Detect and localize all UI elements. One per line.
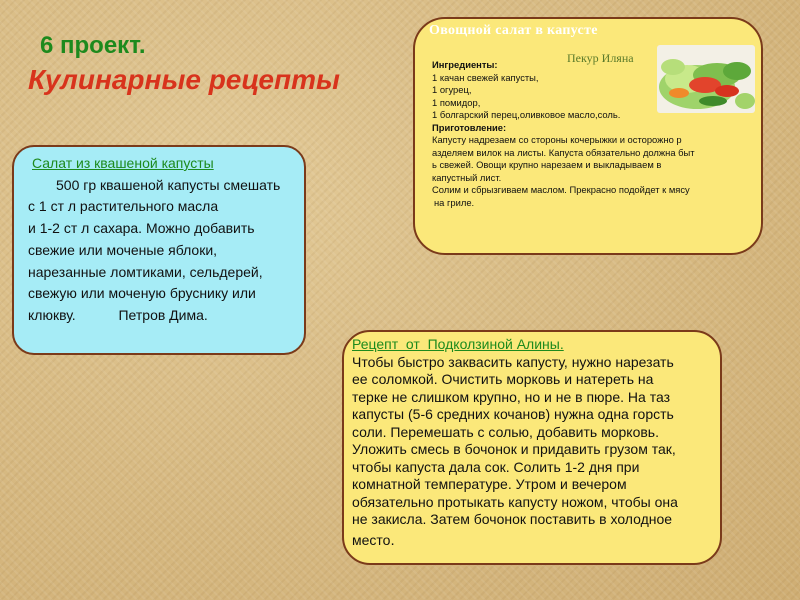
closing-line: Солим и сбрызгиваем маслом. Прекрасно подойдет к мясу <box>432 184 690 195</box>
slide-title: Кулинарные рецепты <box>28 64 340 95</box>
preparation-heading: Приготовление: <box>432 121 507 133</box>
alina-recipe-card <box>342 330 722 565</box>
recipe-line: комнатной температуре. Утром и вечером <box>352 476 627 492</box>
project-number: 6 проект. <box>40 32 146 59</box>
recipe-line: не закисла. Затем бочонок поставить в холодное <box>352 511 673 527</box>
recipe-line: ее соломкой. Очистить морковь и натереть на <box>352 371 654 387</box>
preparation-line: Капусту надрезаем со стороны кочерыжки и осторожно р <box>432 134 682 145</box>
ingredient-line: 1 помидор, <box>432 96 481 108</box>
sauerkraut-salad-title: Салат из квашеной капусты <box>32 155 214 171</box>
recipe-line: обязательно протыкать капусту ножом, чтобы она <box>352 493 678 510</box>
preparation-line: капустный лист. <box>432 171 502 183</box>
vegetable-salad-title: Овощной салат в капусте <box>429 23 598 38</box>
recipe-last-line <box>352 532 712 550</box>
recipe-line: 500 гр квашеной капусты смешать <box>56 176 281 193</box>
preparation-line: ь свежей. Овощи крупно нарезаем и выкладываем в <box>432 159 662 170</box>
recipe-line: чтобы капуста дала сок. Солить 1-2 дня при <box>352 458 640 475</box>
recipe-line: Уложить смесь в бочонок и придавить грузом так, <box>352 441 676 457</box>
last-word: место <box>352 531 391 548</box>
recipe-line: капусты (5-6 средних кочанов) нужна одна горсть <box>352 406 674 422</box>
preparation-line: азделяем вилок на листы. Капуста обязательно должна быт <box>432 146 695 158</box>
recipe-line: свежие или моченые яблоки, <box>28 241 218 258</box>
recipe-line: соли. Перемешать с солью, добавить морковь. <box>352 423 659 440</box>
recipe-line: нарезанные ломтиками, сельдерей, <box>28 263 263 280</box>
sauerkraut-salad-card <box>12 145 306 355</box>
ingredients-heading: Ингредиенты: <box>432 59 498 70</box>
recipe-line: Чтобы быстро заквасить капусту, нужно нарезать <box>352 353 674 370</box>
closing-line: на гриле. <box>434 196 475 208</box>
alina-recipe-title: Рецепт от Подколзиной Алины. <box>352 336 564 352</box>
ingredient-line: 1 качан свежей капусты, <box>432 71 539 83</box>
salad-author: Пекур Иляна <box>567 51 634 65</box>
recipe-line: и 1-2 ст л сахара. Можно добавить <box>28 220 255 237</box>
vegetable-salad-card <box>413 17 763 255</box>
ingredient-line: 1 болгарский перец,оливковое масло,соль. <box>432 109 621 120</box>
recipe-line: свежую или моченую бруснику или <box>28 285 256 302</box>
recipe-line: терке не слишком крупно, но и не в пюре. На таз <box>352 388 671 405</box>
recipe-line: с 1 ст л растительного масла <box>28 198 219 215</box>
slide-heading <box>28 32 340 96</box>
salad-recipe-body <box>432 59 752 209</box>
ingredient-line: 1 огурец, <box>432 84 472 95</box>
last-dot: . <box>390 531 395 549</box>
recipe-line-author: клюкву. Петров Дима. <box>28 306 208 323</box>
